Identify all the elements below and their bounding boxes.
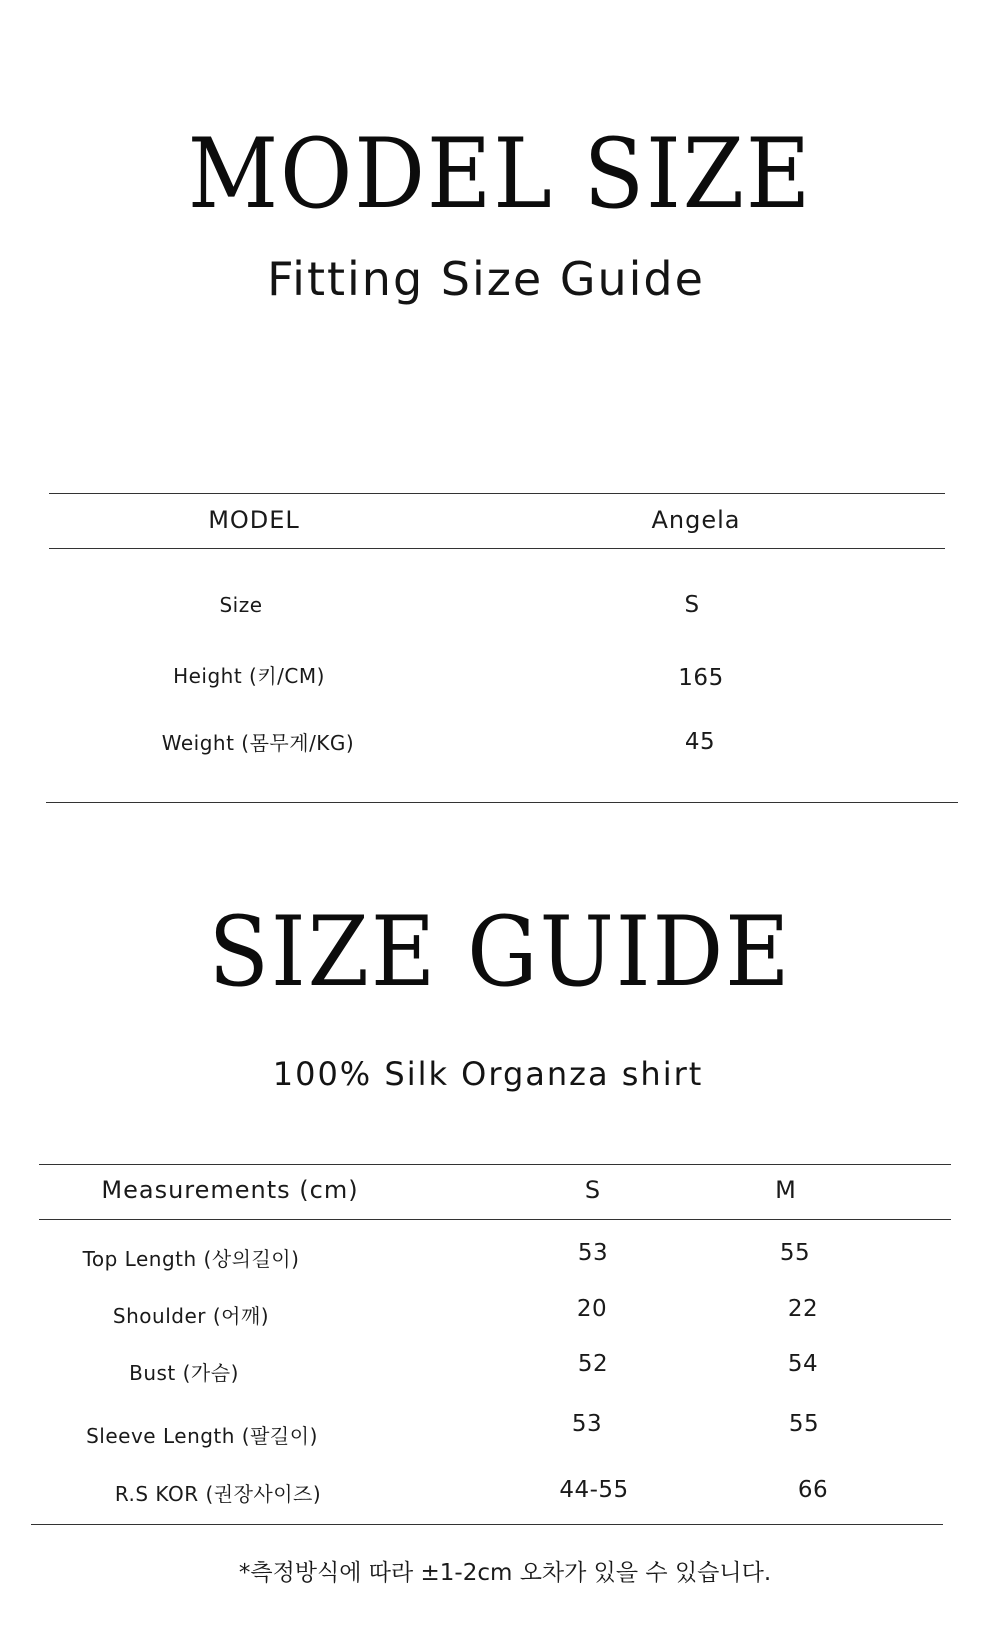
- size-table-header-rule: [39, 1219, 951, 1220]
- size-row-value-m: 55: [779, 1240, 811, 1266]
- size-row-value-m: 54: [787, 1351, 819, 1377]
- size-row-value-m: 66: [797, 1477, 829, 1503]
- size-guide-title: SIZE GUIDE: [208, 896, 792, 1008]
- measurement-note: *측정방식에 따라 ±1-2cm 오차가 있을 수 있습니다.: [238, 1560, 772, 1586]
- size-row-value-m: 55: [788, 1411, 820, 1437]
- size-row-value-s: 53: [577, 1240, 609, 1266]
- model-table-header-rule: [49, 548, 945, 549]
- size-row-value-s: 44-55: [559, 1477, 629, 1503]
- size-header-s: S: [584, 1176, 602, 1204]
- model-row-value: S: [684, 592, 700, 618]
- model-size-subtitle: Fitting Size Guide: [267, 252, 705, 306]
- size-guide-subtitle: 100% Silk Organza shirt: [272, 1055, 704, 1093]
- model-header-name: Angela: [651, 506, 741, 534]
- size-row-label: Bust (가슴): [129, 1361, 239, 1385]
- size-row-value-s: 52: [577, 1351, 609, 1377]
- model-row-label: Weight (몸무게/KG): [161, 731, 355, 755]
- model-row-value: 165: [678, 665, 724, 691]
- size-row-value-s: 53: [571, 1411, 603, 1437]
- size-table-top-rule: [39, 1164, 951, 1165]
- model-size-title: MODEL SIZE: [187, 118, 813, 230]
- size-row-label: Top Length (상의길이): [82, 1247, 300, 1271]
- size-row-value-s: 20: [576, 1296, 608, 1322]
- model-row-label: Height (키/CM): [173, 664, 325, 688]
- model-row-label: Size: [219, 593, 263, 617]
- size-row-label: R.S KOR (권장사이즈): [114, 1482, 322, 1506]
- model-header-label: MODEL: [208, 506, 300, 534]
- size-header-label: Measurements (cm): [101, 1176, 359, 1204]
- size-row-value-m: 22: [787, 1296, 819, 1322]
- size-table-bottom-rule: [31, 1524, 943, 1525]
- model-table-top-rule: [49, 493, 945, 494]
- size-header-m: M: [775, 1176, 797, 1204]
- model-table-bottom-rule: [46, 802, 958, 803]
- model-row-value: 45: [684, 729, 716, 755]
- size-row-label: Shoulder (어깨): [112, 1304, 270, 1328]
- size-row-label: Sleeve Length (팔길이): [86, 1424, 318, 1448]
